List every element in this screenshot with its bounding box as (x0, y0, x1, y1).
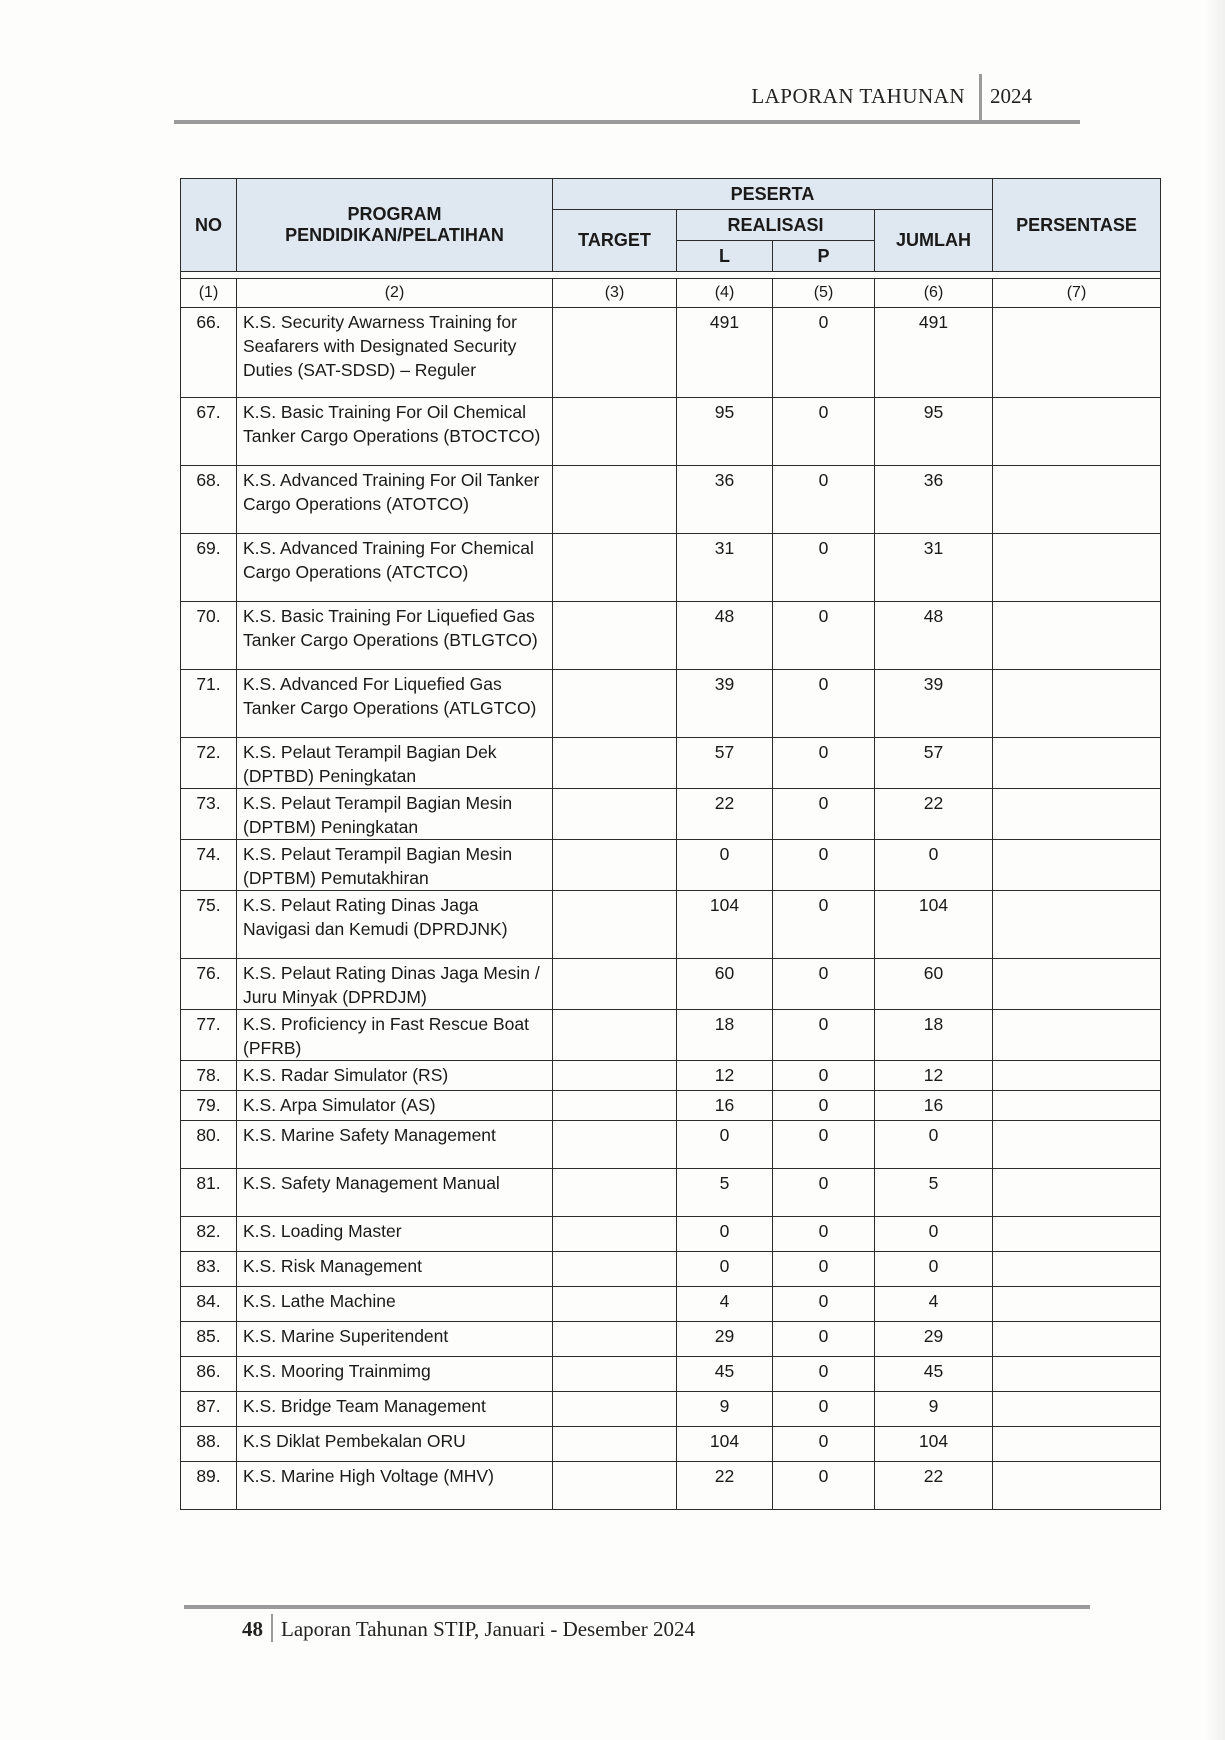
row-jumlah: 16 (875, 1091, 993, 1121)
page-footer (242, 1614, 695, 1642)
row-jumlah: 95 (875, 398, 993, 466)
table-row (181, 1427, 1161, 1462)
row-program: K.S. Pelaut Rating Dinas Jaga Mesin / Juru Minyak (DPRDJM) (237, 959, 553, 1010)
row-no: 71. (181, 670, 237, 738)
table-row (181, 1252, 1161, 1287)
row-l: 57 (677, 738, 773, 789)
row-target (553, 1392, 677, 1427)
row-no: 77. (181, 1010, 237, 1061)
row-jumlah: 0 (875, 840, 993, 891)
header-year: 2024 (990, 84, 1032, 108)
row-no: 76. (181, 959, 237, 1010)
row-no: 89. (181, 1462, 237, 1510)
row-persentase (993, 602, 1161, 670)
row-no: 82. (181, 1217, 237, 1252)
row-l: 4 (677, 1287, 773, 1322)
table-row (181, 1091, 1161, 1121)
row-program: K.S. Arpa Simulator (AS) (237, 1091, 553, 1121)
row-program: K.S Diklat Pembekalan ORU (237, 1427, 553, 1462)
row-persentase (993, 1010, 1161, 1061)
table-body (181, 308, 1161, 1510)
row-p: 0 (773, 534, 875, 602)
row-jumlah: 5 (875, 1169, 993, 1217)
column-number: (1) (181, 279, 237, 308)
table-row (181, 789, 1161, 840)
row-persentase (993, 1121, 1161, 1169)
row-target (553, 789, 677, 840)
row-jumlah: 104 (875, 1427, 993, 1462)
row-no: 81. (181, 1169, 237, 1217)
row-jumlah: 22 (875, 789, 993, 840)
row-p: 0 (773, 398, 875, 466)
row-target (553, 1462, 677, 1510)
header-l: L (677, 241, 773, 272)
table-row (181, 738, 1161, 789)
row-no: 86. (181, 1357, 237, 1392)
header-title: LAPORAN TAHUNAN (751, 84, 965, 108)
footer-text: Laporan Tahunan STIP, Januari - Desember 2024 (281, 1617, 695, 1641)
row-p: 0 (773, 466, 875, 534)
row-jumlah: 104 (875, 891, 993, 959)
row-no: 73. (181, 789, 237, 840)
row-persentase (993, 308, 1161, 398)
row-program: K.S. Pelaut Rating Dinas Jaga Navigasi dan Kemudi (DPRDJNK) (237, 891, 553, 959)
row-p: 0 (773, 1287, 875, 1322)
row-target (553, 1169, 677, 1217)
row-target (553, 1287, 677, 1322)
row-persentase (993, 1322, 1161, 1357)
row-no: 80. (181, 1121, 237, 1169)
row-program: K.S. Radar Simulator (RS) (237, 1061, 553, 1091)
column-number: (4) (677, 279, 773, 308)
column-number-row (181, 279, 1161, 308)
header-target: TARGET (553, 210, 677, 272)
table-row (181, 1392, 1161, 1427)
table-row (181, 1121, 1161, 1169)
row-target (553, 891, 677, 959)
row-p: 0 (773, 1217, 875, 1252)
row-program: K.S. Pelaut Terampil Bagian Mesin (DPTBM) Pemutakhiran (237, 840, 553, 891)
row-no: 87. (181, 1392, 237, 1427)
table-row (181, 670, 1161, 738)
table-row (181, 1217, 1161, 1252)
row-target (553, 1091, 677, 1121)
header-p: P (773, 241, 875, 272)
row-no: 70. (181, 602, 237, 670)
row-l: 18 (677, 1010, 773, 1061)
row-l: 39 (677, 670, 773, 738)
row-p: 0 (773, 1061, 875, 1091)
row-program: K.S. Security Awarness Training for Seafarers with Designated Security Duties (SAT-SDSD) – Reguler (237, 308, 553, 398)
header-peserta: PESERTA (553, 179, 993, 210)
row-l: 0 (677, 1252, 773, 1287)
table-row (181, 891, 1161, 959)
footer-separator (271, 1614, 273, 1642)
row-persentase (993, 840, 1161, 891)
row-p: 0 (773, 308, 875, 398)
table-row (181, 534, 1161, 602)
row-no: 68. (181, 466, 237, 534)
scan-edge-shadow (1205, 0, 1225, 1740)
row-l: 491 (677, 308, 773, 398)
row-no: 85. (181, 1322, 237, 1357)
table-row (181, 1322, 1161, 1357)
header-rule (174, 120, 1080, 124)
row-no: 67. (181, 398, 237, 466)
row-no: 72. (181, 738, 237, 789)
table-row (181, 1061, 1161, 1091)
row-no: 69. (181, 534, 237, 602)
row-program: K.S. Proficiency in Fast Rescue Boat (PFRB) (237, 1010, 553, 1061)
row-target (553, 534, 677, 602)
row-jumlah: 0 (875, 1217, 993, 1252)
row-jumlah: 39 (875, 670, 993, 738)
header-no: NO (181, 179, 237, 272)
row-jumlah: 4 (875, 1287, 993, 1322)
row-l: 95 (677, 398, 773, 466)
row-p: 0 (773, 1010, 875, 1061)
row-no: 79. (181, 1091, 237, 1121)
row-program: K.S. Basic Training For Liquefied Gas Tanker Cargo Operations (BTLGTCO) (237, 602, 553, 670)
row-persentase (993, 1427, 1161, 1462)
row-l: 9 (677, 1392, 773, 1427)
row-l: 31 (677, 534, 773, 602)
table-header (181, 179, 1161, 272)
header-program (237, 179, 553, 272)
row-l: 12 (677, 1061, 773, 1091)
row-target (553, 1252, 677, 1287)
footer-page-number: 48 (242, 1617, 263, 1641)
column-number: (6) (875, 279, 993, 308)
row-l: 48 (677, 602, 773, 670)
row-program: K.S. Lathe Machine (237, 1287, 553, 1322)
table-row (181, 1169, 1161, 1217)
training-table-container (180, 178, 1160, 1510)
row-p: 0 (773, 1427, 875, 1462)
row-target (553, 1357, 677, 1392)
row-target (553, 840, 677, 891)
row-program: K.S. Bridge Team Management (237, 1392, 553, 1427)
row-persentase (993, 1252, 1161, 1287)
row-no: 88. (181, 1427, 237, 1462)
row-l: 60 (677, 959, 773, 1010)
row-program: K.S. Pelaut Terampil Bagian Dek (DPTBD) Peningkatan (237, 738, 553, 789)
training-table (180, 178, 1161, 1510)
row-persentase (993, 1169, 1161, 1217)
row-program: K.S. Marine Superitendent (237, 1322, 553, 1357)
row-l: 16 (677, 1091, 773, 1121)
row-target (553, 1061, 677, 1091)
row-jumlah: 18 (875, 1010, 993, 1061)
row-no: 75. (181, 891, 237, 959)
row-jumlah: 60 (875, 959, 993, 1010)
row-p: 0 (773, 1252, 875, 1287)
row-p: 0 (773, 959, 875, 1010)
row-p: 0 (773, 891, 875, 959)
row-p: 0 (773, 738, 875, 789)
row-persentase (993, 1392, 1161, 1427)
row-jumlah: 29 (875, 1322, 993, 1357)
row-jumlah: 0 (875, 1252, 993, 1287)
row-l: 0 (677, 1217, 773, 1252)
row-jumlah: 57 (875, 738, 993, 789)
row-l: 29 (677, 1322, 773, 1357)
row-program: K.S. Advanced Training For Chemical Cargo Operations (ATCTCO) (237, 534, 553, 602)
row-l: 5 (677, 1169, 773, 1217)
row-p: 0 (773, 1121, 875, 1169)
row-persentase (993, 1287, 1161, 1322)
row-no: 66. (181, 308, 237, 398)
row-no: 78. (181, 1061, 237, 1091)
row-no: 74. (181, 840, 237, 891)
row-persentase (993, 398, 1161, 466)
table-row (181, 1357, 1161, 1392)
row-persentase (993, 670, 1161, 738)
row-program: K.S. Marine Safety Management (237, 1121, 553, 1169)
row-l: 45 (677, 1357, 773, 1392)
header-realisasi: REALISASI (677, 210, 875, 241)
row-program: K.S. Advanced For Liquefied Gas Tanker Cargo Operations (ATLGTCO) (237, 670, 553, 738)
row-l: 104 (677, 891, 773, 959)
header-persentase: PERSENTASE (993, 179, 1161, 272)
row-persentase (993, 1462, 1161, 1510)
row-target (553, 308, 677, 398)
row-p: 0 (773, 789, 875, 840)
row-jumlah: 9 (875, 1392, 993, 1427)
row-jumlah: 36 (875, 466, 993, 534)
row-target (553, 738, 677, 789)
row-l: 104 (677, 1427, 773, 1462)
row-jumlah: 48 (875, 602, 993, 670)
row-persentase (993, 1217, 1161, 1252)
row-persentase (993, 1061, 1161, 1091)
row-p: 0 (773, 1091, 875, 1121)
row-persentase (993, 534, 1161, 602)
row-p: 0 (773, 1462, 875, 1510)
column-number: (2) (237, 279, 553, 308)
row-p: 0 (773, 602, 875, 670)
column-number: (3) (553, 279, 677, 308)
row-no: 84. (181, 1287, 237, 1322)
row-target (553, 602, 677, 670)
row-target (553, 466, 677, 534)
row-jumlah: 0 (875, 1121, 993, 1169)
row-p: 0 (773, 1322, 875, 1357)
table-row (181, 602, 1161, 670)
row-program: K.S. Marine High Voltage (MHV) (237, 1462, 553, 1510)
row-target (553, 398, 677, 466)
row-program: K.S. Mooring Trainmimg (237, 1357, 553, 1392)
row-target (553, 1427, 677, 1462)
table-row (181, 1462, 1161, 1510)
footer-rule (184, 1605, 1090, 1609)
row-p: 0 (773, 840, 875, 891)
row-target (553, 1217, 677, 1252)
row-persentase (993, 1357, 1161, 1392)
row-l: 36 (677, 466, 773, 534)
row-target (553, 670, 677, 738)
row-program: K.S. Basic Training For Oil Chemical Tanker Cargo Operations (BTOCTCO) (237, 398, 553, 466)
row-p: 0 (773, 1392, 875, 1427)
row-l: 22 (677, 1462, 773, 1510)
column-number: (7) (993, 279, 1161, 308)
table-row (181, 840, 1161, 891)
row-program: K.S. Risk Management (237, 1252, 553, 1287)
column-number: (5) (773, 279, 875, 308)
table-row (181, 1287, 1161, 1322)
row-program: K.S. Loading Master (237, 1217, 553, 1252)
row-target (553, 1010, 677, 1061)
header-program-line2: PENDIDIKAN/PELATIHAN (285, 225, 504, 245)
table-row (181, 466, 1161, 534)
table-row (181, 398, 1161, 466)
row-l: 0 (677, 1121, 773, 1169)
row-target (553, 959, 677, 1010)
table-row (181, 1010, 1161, 1061)
row-jumlah: 491 (875, 308, 993, 398)
row-program: K.S. Advanced Training For Oil Tanker Cargo Operations (ATOTCO) (237, 466, 553, 534)
row-target (553, 1322, 677, 1357)
table-row (181, 308, 1161, 398)
row-p: 0 (773, 1169, 875, 1217)
header-separator (979, 74, 982, 120)
table-row (181, 959, 1161, 1010)
row-persentase (993, 959, 1161, 1010)
header-program-line1: PROGRAM (347, 204, 442, 224)
row-jumlah: 45 (875, 1357, 993, 1392)
row-persentase (993, 738, 1161, 789)
row-jumlah: 12 (875, 1061, 993, 1091)
row-jumlah: 31 (875, 534, 993, 602)
row-p: 0 (773, 1357, 875, 1392)
row-persentase (993, 1091, 1161, 1121)
row-program: K.S. Safety Management Manual (237, 1169, 553, 1217)
row-persentase (993, 466, 1161, 534)
row-program: K.S. Pelaut Terampil Bagian Mesin (DPTBM) Peningkatan (237, 789, 553, 840)
row-jumlah: 22 (875, 1462, 993, 1510)
page-header (174, 84, 1080, 124)
row-l: 22 (677, 789, 773, 840)
header-jumlah: JUMLAH (875, 210, 993, 272)
row-target (553, 1121, 677, 1169)
row-l: 0 (677, 840, 773, 891)
row-p: 0 (773, 670, 875, 738)
row-persentase (993, 789, 1161, 840)
row-no: 83. (181, 1252, 237, 1287)
row-persentase (993, 891, 1161, 959)
